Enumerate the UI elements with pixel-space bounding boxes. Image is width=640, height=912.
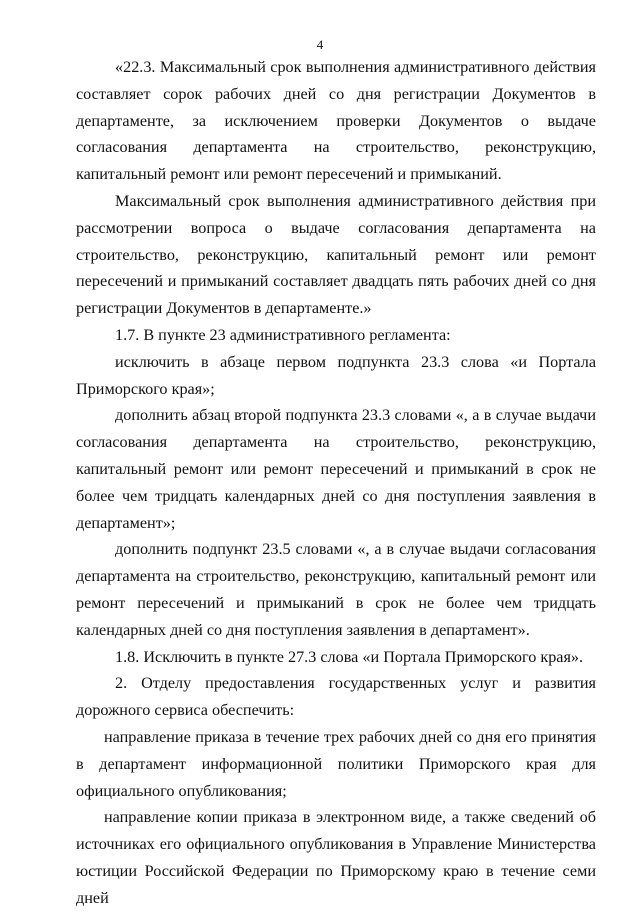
paragraph-add-23-5: дополнить подпункт 23.5 словами «, а в случае выдачи согласования департамента на строительство, реконструкцию, капитальный ремонт или ремонт пересечений и примыканий в срок не более чем тридцать календарных дней со дня поступления заявления в департамент».: [76, 540, 596, 639]
paragraph-max-term: Максимальный срок выполнения административного действия при рассмотрении вопроса о выдаче согласования департамента на строительство, реконструкцию, капитальный ремонт или ремонт пересечений и примыканий составляет двадцать пять рабочих дней со дня регистрации Документов в департаменте.»: [76, 191, 596, 318]
paragraph-copy-ministry: направление копии приказа в электронном виде, а также сведений об источниках его официального опубликования в Управление Министерства юстиции Российской Федерации по Приморскому краю в течение семи дней: [76, 808, 596, 907]
paragraph-1-7: 1.7. В пункте 23 административного регламента:: [115, 325, 451, 344]
paragraph-publication: направление приказа в течение трех рабочих дней со дня его принятия в департамент информационной политики Приморского края для официального опубликования;: [76, 727, 596, 800]
paragraph-exclude-23-3: исключить в абзаце первом подпункта 23.3 слова «и Портала Приморского края»;: [76, 352, 596, 398]
paragraph-1-8: 1.8. Исключить в пункте 27.3 слова «и Портала Приморского края».: [115, 647, 584, 666]
paragraph-22-3: «22.3. Максимальный срок выполнения административного действия составляет сорок рабочих дней со дня регистрации Документов в департаменте, за исключением проверки Документов о выдаче согласования департамента на строительство, реконструкцию, капитальный ремонт или ремонт пересечений и примыканий.: [76, 58, 596, 184]
document-body: [76, 54, 596, 912]
page-number: 4: [316, 37, 324, 52]
paragraph-2: 2. Отделу предоставления государственных услуг и развития дорожного сервиса обеспечить:: [76, 674, 596, 720]
paragraph-add-23-3: дополнить абзац второй подпункта 23.3 словами «, а в случае выдачи согласования департамента на строительство, реконструкцию, капитальный ремонт или ремонт пересечений и примыканий в срок не более чем тридцать календарных дней со дня поступления заявления в департамент»;: [76, 406, 596, 532]
